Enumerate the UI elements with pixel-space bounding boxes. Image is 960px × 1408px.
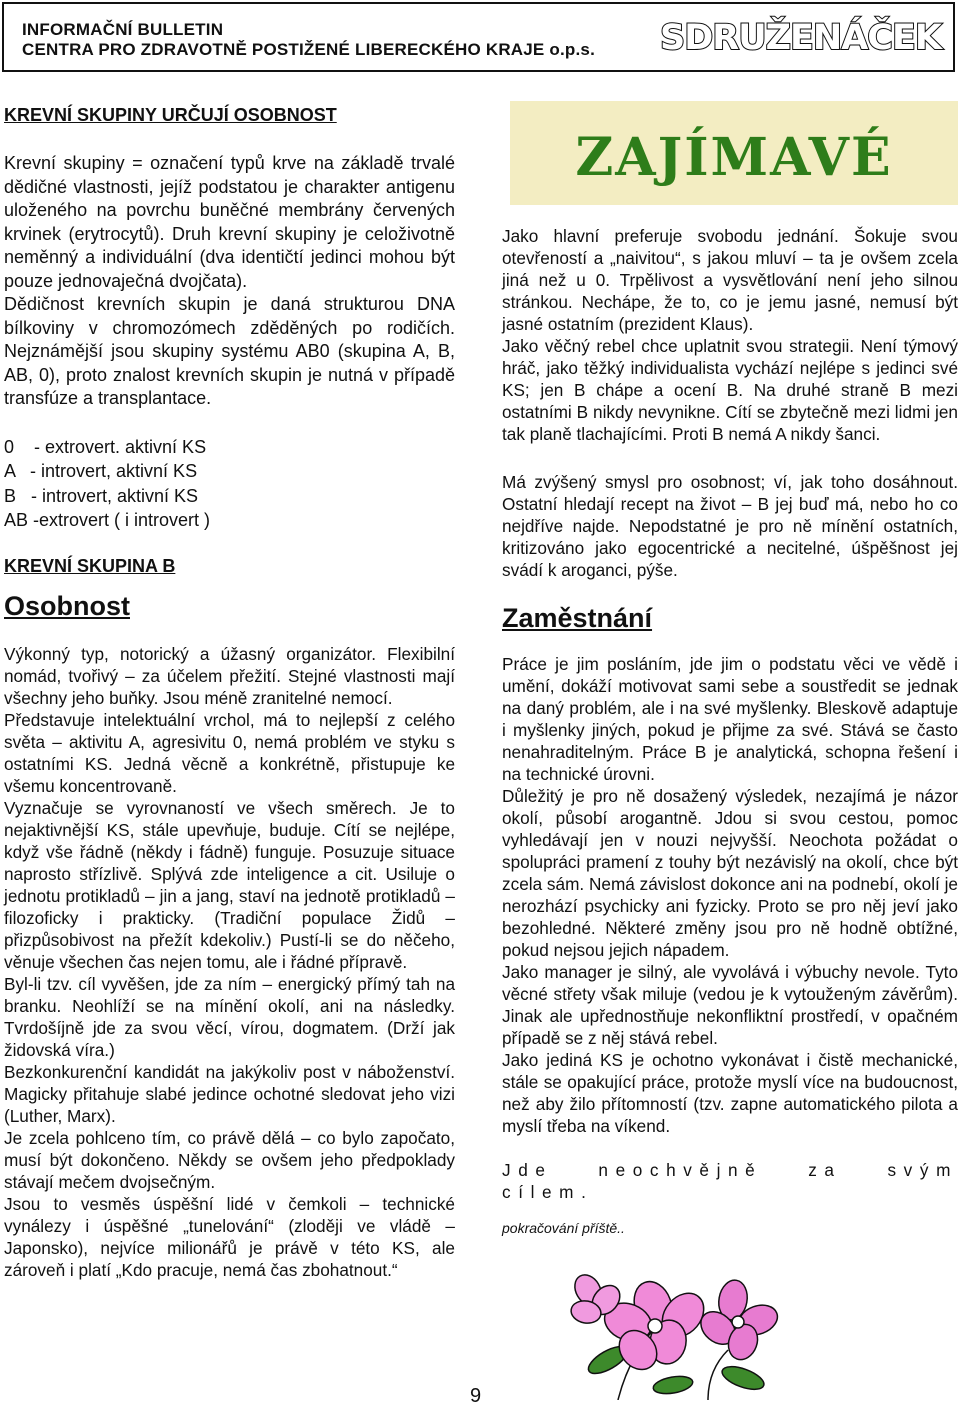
zajimave-banner [510,101,958,205]
section-subtitle: KREVNÍ SKUPINA B [4,555,176,576]
zamestnani-paragraph: Důležitý je pro ně dosažený výsledek, nezajímá je názor okolí, působí arogantně. Jdou si svou cestou, pomoc vyhledávají jen v nouzi nejvyšší. Neochota požádat o spolupráci pramení z touhy být nezávislý na okolí, chce být zcela sám. Nemá závislost dokonce ani na podnebí, okolí je nerozhází psychicky ani fyzicky. Proto se pro něj jeví jako bezohledné. Některé změny jsou pro ně hodně obtížné, pokud nejsou jejich nápadem. [502,786,958,960]
osobnost-paragraph: Bezkonkurenční kandidát na jakýkoliv post v náboženství. Magicky přitahuje slabé jedince ochotné sledovat jeho vizi (Luther, Marx). [4,1061,455,1126]
right-column [502,225,958,1239]
closing-sentence: Jde neochvějně za svým cílem. [502,1160,958,1202]
zamestnani-paragraph: Jako jediná KS je ochotno vykonávat i čistě mechanické, stále se opakující práce, protože myslí více na budoucnost, než aby žilo přítomností (tzv. zapne automatického pilota a myslí třeba na víkend. [502,1050,958,1136]
flower-illustration [558,1260,798,1400]
sdruzenacek-logo: SDRUŽENÁČEK [659,18,941,58]
blood-type-a: A - introvert, aktivní KS [4,461,198,481]
right-paragraph: Jako hlavní preferuje svobodu jednání. Šokuje svou otevřeností a „naivitou“, s jakou mluví – ta je ovšem zcela jiná než u 0. Trpělivost a vysvětlování není jeho silnou stránkou. Nechápe, že to, co je jemu jasné, nemusí být jasné ostatním (prezident Klaus). [502,226,958,334]
blood-type-0: 0 - extrovert. aktivní KS [4,436,207,457]
bulletin-title-line1: INFORMAČNÍ BULLETIN [22,20,224,39]
bulletin-header [2,2,955,72]
osobnost-paragraph: Byl-li tzv. cíl vyvěšen, jde za ním – energický přímý tah na branku. Neohlíží se na mínění okolí, ani na následky. Tvrdošíjně jde za svou věcí, vírou, dogmatem. (Drží jak židovská víra.) [4,973,455,1060]
osobnost-paragraph: Je zcela pohlceno tím, co právě dělá – co bylo započato, musí být dokončeno. Někdy se ovšem jeho předpoklady stávají mečem dvojsečným. [4,1127,455,1192]
zamestnani-paragraph: Jako manager je silný, ale vyvolává i výbuchy nevole. Tyto věcné střety však miluje (vedou je k vytouženým závěrům). Jinak ale upřednostňuje nekonfliktní prostředí, v opačném případě se z něj stává rebel. [502,962,958,1048]
bulletin-title-line2: CENTRA PRO ZDRAVOTNĚ POSTIŽENÉ LIBERECKÉHO KRAJE o.p.s. [22,40,595,59]
intro-paragraph-1: Krevní skupiny = označení typů krve na základě trvalé dědičné vlastnosti, jejíž podstatou je charakter antigenu uloženého na povrchu buněčné membrány červených krvinek (erytrocytů). Druh krevní skupiny je celoživotně neměnný a individuální (dva identičtí jedinci mohou být pouze jednovaječná dvojčata). [4,153,455,291]
continued-note: pokračování příště.. [502,1220,625,1236]
section-heading-osobnost: Osobnost [4,590,130,621]
zajimave-banner-text: ZAJÍMAVÉ [575,127,893,188]
right-paragraph: Jako věčný rebel chce uplatnit svou strategii. Není týmový hráč, jako těžký individualista vychází nejlépe s jedinci své KS; jen B chápe a ocení B. Na druhé straně B mezi ostatními B nikdy nevynikne. Cítí se zbytečně mezi lidmi jen tak planě tlachajícími. Proti B nemá A nikdy šanci. [502,336,958,444]
blood-type-b: B - introvert, aktivní KS [4,485,199,506]
section-heading-zamestnani: Zaměstnání [502,603,653,633]
left-column [4,104,455,1281]
right-paragraph: Má zvýšený smysl pro osobnost; ví, jak toho dosáhnout. Ostatní hledají recept na život – B jej buď má, nebo ho co nejdříve najde. Nepodstatné je pro ně mínění ostatních, kritizováno jako egocentrické a necitelné, úšpěšnost jej svádí k aroganci, pýše. [502,472,958,580]
osobnost-paragraph: Vyznačuje se vyrovnaností ve všech směrech. Je to nejaktivnější KS, stále upevňuje, buduje. Cítí se nejlépe, když vše řádně (někdy i fádně) funguje. Posuzuje situace naprosto střízlivě. Splývá zde inteligence a cit. Usiluje o jednotu protikladů – jin a jang, staví na jednotě protikladů – filozoficky i prakticky. (Tradiční populace Židů – přizpůsobivost na přežít kdekoliv.) Pustí-li se do něčeho, věnuje všechen čas nejen tomu, ale i řádné přípravě. [4,797,455,972]
osobnost-paragraph: Představuje intelektuální vrchol, má to nejlepší z celého světa – aktivitu A, agresivitu 0, nemá problém ve styku s ostatními KS. Jedná věcně a konkrétně, přistupuje ke všemu koncentrovaně. [4,709,455,796]
zamestnani-paragraph: Práce je jim posláním, jde jim o podstatu věci ve vědě i umění, dokáží motivovat sami sebe a soustředit se jednak na daný problém, ale i na své myšlenky. Bleskově adaptuje i myšlenky jiných, pokud je přijme za své. Stává se často nenahraditelným. Práce B je analytická, schopna řešení i na technické úrovni. [502,654,958,784]
osobnost-paragraph: Výkonný typ, notorický a úžasný organizátor. Flexibilní nomád, tvořivý – za účelem přežití. Stejné vlastnosti mají všechny jeho buňky. Jsou méně zranitelné nemocí. [4,643,455,708]
intro-paragraph-2: Dědičnost krevních skupin je daná strukturou DNA bílkoviny v chromozómech zděděných po rodičích. Nejznámější jsou skupiny systému AB0 (skupina A, B, AB, 0), proto znalost krevních skupin je nutná v případě transfúze a transplantace. [4,294,455,408]
osobnost-paragraph: Jsou to vesměs úspěšní lidé v čemkoli – technické vynálezy i úspěšné „tunelování“ (zloději ve vládě – Japonsko), nejvíce milionářů je právě v této KS, ale zároveň i platí „Kdo pracuje, nemá čas zbohatnout.“ [4,1193,455,1280]
blood-type-ab: AB -extrovert ( i introvert ) [4,510,211,530]
article-title: KREVNÍ SKUPINY URČUJÍ OSOBNOST [4,105,337,125]
page-number: 9 [470,1385,482,1407]
